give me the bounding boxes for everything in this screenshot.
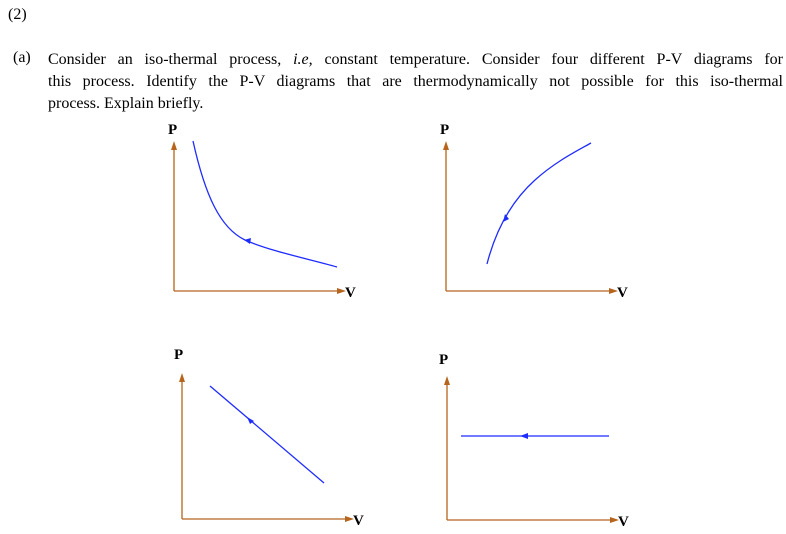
- v-axis-label: V: [617, 285, 628, 301]
- question-number: (2): [8, 6, 27, 23]
- pv-diagram-2: [440, 122, 628, 301]
- isotherm-curve: [193, 141, 337, 267]
- p-axis-arrow-icon: [179, 373, 185, 382]
- p-axis-label: P: [168, 122, 178, 138]
- p-axis-arrow-icon: [171, 141, 177, 150]
- part-label: (a): [13, 49, 31, 66]
- p-axis-arrow-icon: [444, 376, 450, 385]
- question-line-3: process. Explain briefly.: [48, 95, 204, 112]
- pv-diagram-1: [168, 122, 356, 301]
- direction-arrow-icon: [244, 238, 251, 244]
- p-axis-label: P: [174, 347, 184, 363]
- v-axis-label: V: [345, 285, 356, 301]
- question-ie: i.e,: [293, 51, 313, 68]
- question-line-1-start: Consider an iso-thermal process,: [48, 51, 294, 68]
- p-axis-label: P: [439, 352, 449, 368]
- isotherm-curve: [210, 386, 324, 483]
- pv-diagram-4: [439, 352, 629, 530]
- v-axis-label: V: [353, 513, 364, 529]
- v-axis-label: V: [618, 514, 629, 530]
- isotherm-curve: [487, 143, 591, 264]
- p-axis-arrow-icon: [443, 141, 449, 150]
- direction-arrow-icon: [520, 433, 528, 439]
- question-line-2: this process. Identify the P-V diagrams that are thermodynamically not possible for this iso-thermal: [48, 73, 783, 90]
- p-axis-label: P: [440, 122, 450, 138]
- question-line-1-end: constant temperature. Consider four different P-V diagrams for: [312, 51, 783, 68]
- pv-diagram-3: [174, 347, 364, 529]
